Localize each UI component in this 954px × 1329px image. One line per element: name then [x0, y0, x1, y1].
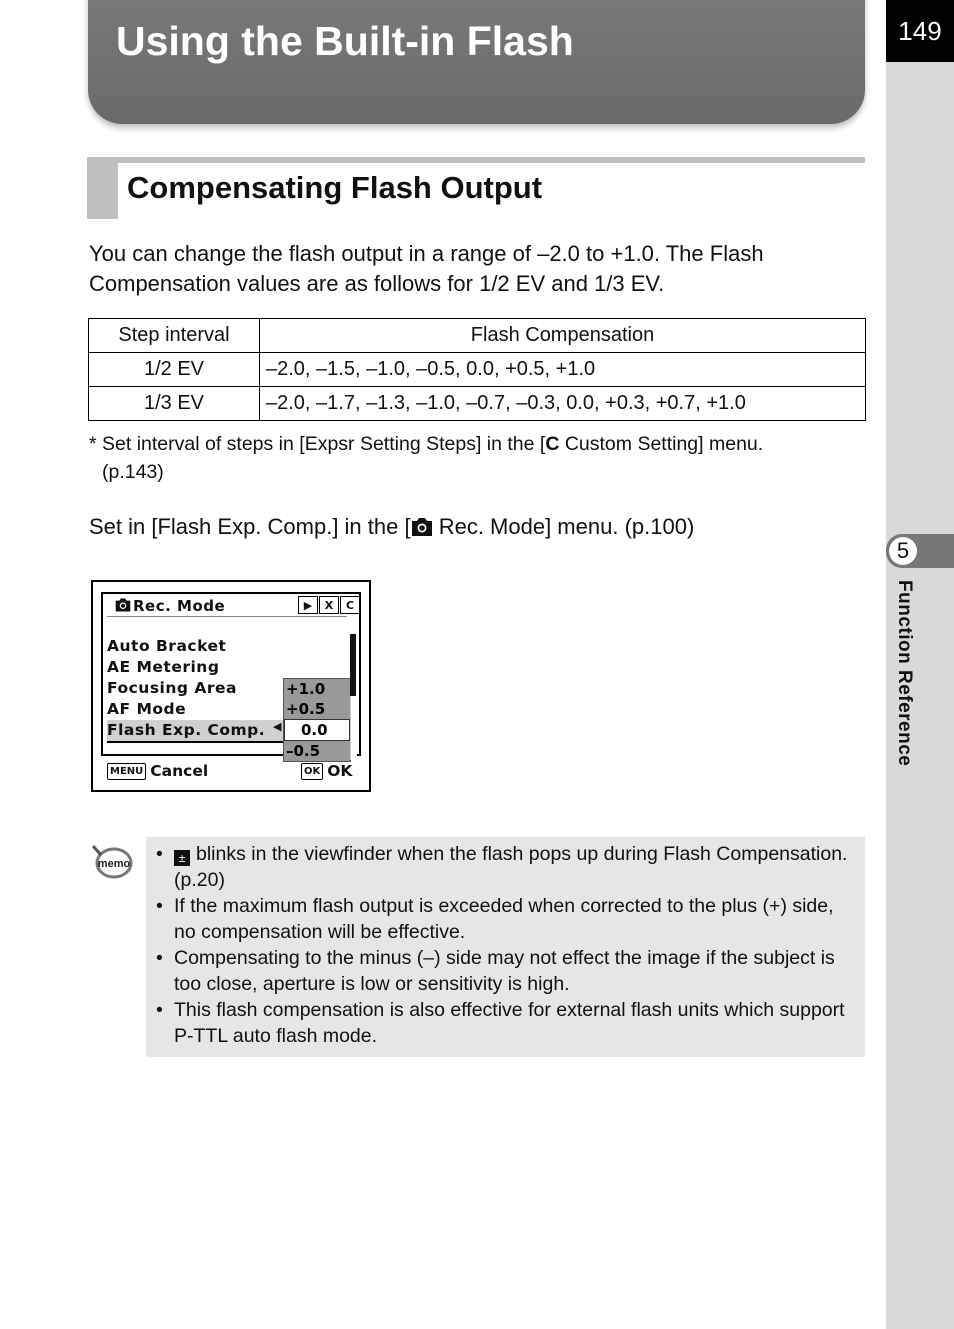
memo-label: memo	[97, 858, 131, 870]
footnote-text: Custom Setting] menu.	[559, 433, 764, 455]
ok-label: OK	[327, 762, 353, 780]
table-cell: 1/2 EV	[89, 353, 260, 387]
bullet: •	[156, 843, 163, 865]
menu-key-icon: MENU	[107, 763, 146, 780]
table-row	[89, 387, 866, 421]
list-item	[156, 842, 856, 893]
table-cell: –2.0, –1.7, –1.3, –1.0, –0.7, –0.3, 0.0, +0.3, +0.7, +1.0	[260, 387, 866, 421]
value-list	[283, 678, 351, 762]
menu-frame	[101, 592, 361, 760]
list-item	[156, 894, 856, 945]
value-option[interactable]: –0.5	[286, 742, 321, 760]
menu-item-selected[interactable]: Flash Exp. Comp.	[107, 720, 285, 743]
ok-key-icon: OK	[301, 763, 323, 780]
camera-icon	[115, 598, 131, 612]
section-rule	[87, 157, 865, 163]
ok-button[interactable]	[301, 762, 352, 780]
memo-list	[156, 842, 856, 1050]
bullet: •	[156, 947, 163, 969]
table-cell: 1/3 EV	[89, 387, 260, 421]
menu-header	[107, 594, 355, 617]
menu-item[interactable]: Focusing Area	[107, 679, 238, 697]
menu-tabs	[297, 596, 360, 614]
menu-item[interactable]: AE Metering	[107, 658, 220, 676]
list-item	[156, 946, 856, 997]
chapter-label: Function Reference	[894, 580, 915, 767]
memo-text: Compensating to the minus (–) side may not effect the image if the subject is too close, aperture is low or sensitivity is high.	[174, 947, 835, 995]
bullet: •	[156, 999, 163, 1021]
table-cell: –2.0, –1.5, –1.0, –0.5, 0.0, +0.5, +1.0	[260, 353, 866, 387]
setup-tab[interactable]: X	[319, 596, 339, 614]
list-item	[156, 998, 856, 1049]
page-title: Using the Built-in Flash	[116, 18, 574, 64]
value-option-selected[interactable]: 0.0	[284, 719, 350, 741]
memo-text: This flash compensation is also effective for external flash units which support P-TTL auto flash mode.	[174, 999, 845, 1047]
table-row	[89, 353, 866, 387]
value-option[interactable]: +0.5	[286, 700, 326, 718]
set-in-line	[89, 514, 694, 540]
section-marker	[87, 157, 118, 219]
flash-compensation-icon: ±	[174, 850, 190, 866]
memo-icon	[91, 842, 133, 880]
section-title: Compensating Flash Output	[127, 170, 543, 205]
cancel-label: Cancel	[150, 762, 209, 780]
table-header-row	[89, 319, 866, 353]
compensation-table	[88, 318, 866, 421]
playback-tab[interactable]: ▶	[298, 596, 318, 614]
bullet: •	[156, 895, 163, 917]
footnote	[89, 430, 859, 486]
table-header: Flash Compensation	[260, 319, 866, 353]
set-in-text: Rec. Mode] menu. (p.100)	[432, 514, 695, 539]
menu-item[interactable]: AF Mode	[107, 700, 187, 718]
cancel-button[interactable]	[107, 762, 208, 780]
camera-menu-screen	[91, 580, 371, 792]
memo-text: blinks in the viewfinder when the flash pops up during Flash Compensation. (p.20)	[174, 843, 848, 891]
memo-text: If the maximum flash output is exceeded when corrected to the plus (+) side, no compensation will be effective.	[174, 895, 834, 943]
value-option[interactable]: +1.0	[286, 680, 326, 698]
menu-items	[107, 636, 287, 743]
camera-icon	[411, 518, 433, 536]
left-arrow-icon: ◀	[273, 720, 282, 733]
menu-item[interactable]: Auto Bracket	[107, 637, 227, 655]
table-header: Step interval	[89, 319, 260, 353]
menu-title: Rec. Mode	[133, 597, 226, 615]
custom-setting-icon: C	[545, 433, 560, 455]
chapter-number: 5	[889, 537, 917, 565]
footnote-text: * Set interval of steps in [Expsr Setting Steps] in the [	[89, 433, 546, 455]
intro-paragraph: You can change the flash output in a range of –2.0 to +1.0. The Flash Compensation values are as follows for 1/2 EV and 1/3 EV.	[89, 241, 764, 296]
scroll-thumb[interactable]	[350, 634, 356, 696]
custom-tab[interactable]: C	[340, 596, 360, 614]
footnote-ref: (p.143)	[102, 461, 164, 483]
page-number: 149	[886, 0, 954, 62]
set-in-text: Set in [Flash Exp. Comp.] in the [	[89, 514, 411, 539]
